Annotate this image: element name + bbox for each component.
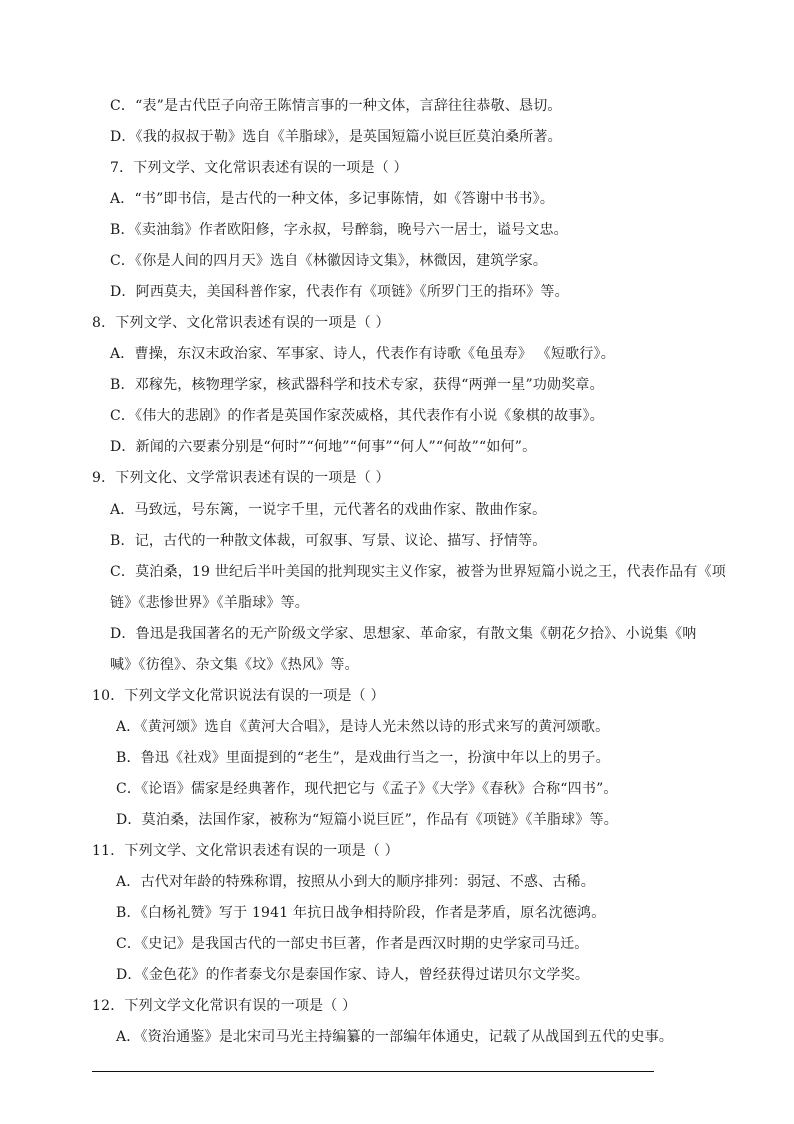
option-c: C．《伟大的悲剧》的作者是英国作家茨威格，其代表作有小说《象棋的故事》。	[110, 408, 604, 424]
question-10: 10．下列文学文化常识说法有误的一项是（ ）	[92, 688, 385, 704]
option-b: B．鲁迅《社戏》里面提到的“老生”，是戏曲行当之一，扮演中年以上的男子。	[116, 750, 610, 766]
option-b: B．《白杨礼赞》写于 1941 年抗日战争相持阶段，作者是茅盾，原名沈德鸿。	[116, 905, 606, 921]
option-d: D．《我的叔叔于勒》选自《羊脂球》，是英国短篇小说巨匠莫泊桑所著。	[110, 129, 562, 145]
footer-rule	[92, 1071, 654, 1072]
option-a: A．《黄河颂》选自《黄河大合唱》，是诗人光未然以诗的形式来写的黄河颂歌。	[116, 719, 610, 735]
question-11: 11．下列文学、文化常识表述有误的一项是（ ）	[92, 843, 399, 859]
option-b: B．记，古代的一种散文体裁，可叙事、写景、议论、描写、抒情等。	[110, 533, 547, 549]
option-c: C．莫泊桑，19 世纪后半叶美国的批判现实主义作家，被誉为世界短篇小说之王，代表作品有《项	[110, 564, 726, 580]
option-d: D．《金色花》的作者泰戈尔是泰国作家、诗人，曾经获得过诺贝尔文学奖。	[116, 967, 590, 983]
question-8: 8．下列文学、文化常识表述有误的一项是（ ）	[92, 315, 390, 331]
option-d: D．新闻的六要素分别是“何时”“何地”“何事”“何人”“何故”“如何”。	[110, 439, 537, 455]
option-a: A．曹操，东汉末政治家、军事家、诗人，代表作有诗歌《龟虽寿》 《短歌行》。	[110, 346, 615, 362]
option-c: C．“表”是古代臣子向帝王陈情言事的一种文体，言辞往往恭敬、恳切。	[110, 98, 562, 114]
option-b: B．邓稼先，核物理学家，核武器科学和技术专家，获得“两弹一星”功勋奖章。	[110, 377, 604, 393]
option-c: C．《史记》是我国古代的一部史书巨著，作者是西汉时期的史学家司马迁。	[116, 936, 589, 952]
option-c-cont: 链》《悲惨世界》《羊脂球》等。	[110, 595, 309, 611]
option-a: A．“书”即书信，是古代的一种文体，多记事陈情，如《答谢中书书》。	[110, 191, 555, 207]
question-12: 12．下列文学文化常识有误的一项是（ ）	[92, 998, 357, 1014]
option-d: D．鲁迅是我国著名的无产阶级文学家、思想家、革命家，有散文集《朝花夕拾》、小说集《呐	[110, 626, 697, 642]
option-c: C．《论语》儒家是经典著作，现代把它与《孟子》《大学》《春秋》合称“四书”。	[116, 781, 618, 797]
option-d-cont: 喊》《彷徨》、杂文集《坟》《热风》等。	[110, 657, 359, 673]
question-7: 7．下列文学、文化常识表述有误的一项是（ ）	[110, 160, 408, 176]
option-b: B．《卖油翁》作者欧阳修，字永叔，号醉翁，晚号六一居士，谥号文忠。	[110, 222, 568, 238]
question-9: 9．下列文化、文学常识表述有误的一项是（ ）	[92, 470, 390, 486]
option-a: A．古代对年龄的特殊称谓，按照从小到大的顺序排列：弱冠、不惑、古稀。	[116, 874, 595, 890]
option-d: D．阿西莫夫，美国科普作家，代表作有《项链》《所罗门王的指环》等。	[110, 284, 569, 300]
option-c: C．《你是人间的四月天》选自《林徽因诗文集》，林微因，建筑学家。	[110, 253, 548, 269]
option-d: D．莫泊桑，法国作家，被称为“短篇小说巨匠”，作品有《项链》《羊脂球》等。	[116, 812, 618, 828]
option-a: A．马致远，号东篱，一说字千里，元代著名的戏曲作家、散曲作家。	[110, 502, 547, 518]
option-a: A．《资治通鉴》是北宋司马光主持编纂的一部编年体通史，记载了从战国到五代的史事。	[116, 1029, 674, 1045]
